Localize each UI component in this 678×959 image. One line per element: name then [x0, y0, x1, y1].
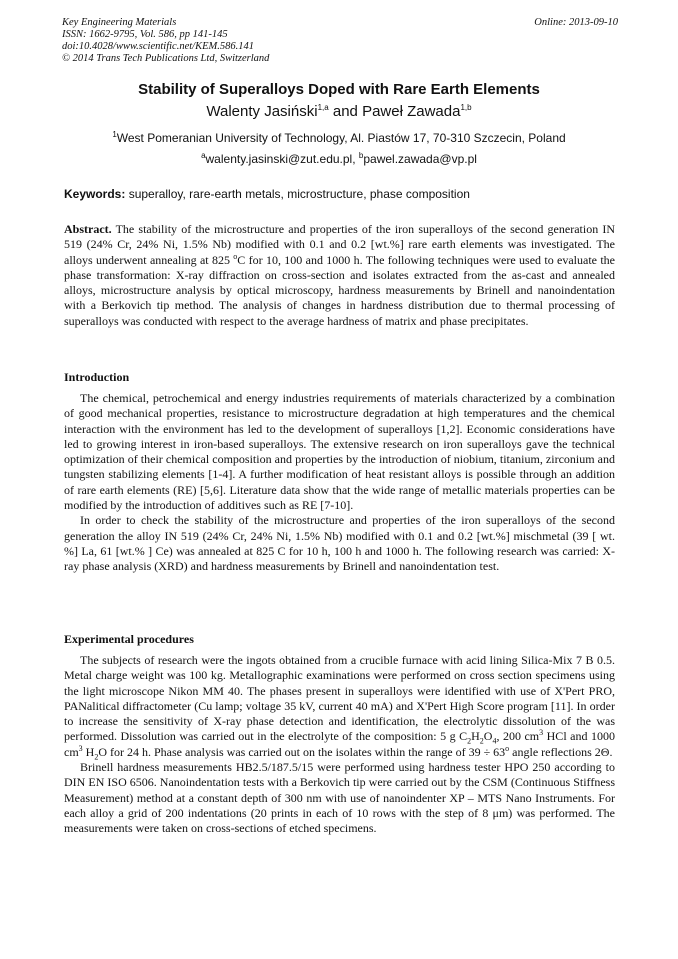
- abstract-label: Abstract.: [64, 222, 112, 236]
- abstract-text-2: C for 10, 100 and 1000 h. The following techniques were used to evaluate the phase transformation: X-ray diffraction on cross-section and isolates extracted from the as-cast and annealed alloys, microstructure analysis by optical microscopy, hardness measurements by Brinell and nanoindentation with a Berkovich tip method. The analysis of changes in hardness distribution due to thermal processing of superalloys was conducted with respect to the average hardness of matrix and phase precipitates.: [64, 252, 615, 328]
- exp-text-e: HCl and 1000 cm: [64, 729, 615, 759]
- experimental-heading: Experimental procedures: [64, 632, 194, 646]
- authors-and: and: [328, 103, 363, 120]
- email-a-sup: a: [201, 151, 206, 160]
- exp-text-b: H: [471, 729, 480, 744]
- author-1-sup: 1,a: [317, 103, 329, 112]
- exp-sub-3: 4: [492, 736, 497, 746]
- abstract: [64, 222, 615, 329]
- exp-sub-1: 2: [467, 736, 472, 746]
- experimental-paragraph-1: [64, 653, 615, 760]
- exp-sup-3: o: [505, 743, 510, 753]
- experimental-body: [64, 653, 615, 837]
- abstract-paragraph: [64, 222, 615, 329]
- introduction-paragraph-2: In order to check the stability of the microstructure and properties of the iron superalloys of the second generation the alloy IN 519 (24% Cr, 24% Ni, 1.5% Nb) modified with 0.1 and 0.2 [wt.%] mischmetal (39 [ wt. %] La, 61 [wt.% ] Ce) was annealed at 825 C for 10 h, 100 h and 1000 h. The following research was carried: X-ray phase analysis (XRD) and hardness measurements by Brinell and nanoindentation test.: [64, 513, 615, 574]
- exp-text-h: angle reflections 2Θ.: [509, 744, 613, 759]
- introduction-heading: Introduction: [64, 370, 130, 384]
- introduction-paragraph-1: The chemical, petrochemical and energy industries requirements of materials characterized by a combination of good mechanical properties, resistance to microstructure degradation at high temperatures and the chemical interaction with the environment has led to the development of superalloys [1,2]. Economic considerations have led to growing interest in iron-based superalloys. The extensive research on iron superalloys gave the technical optimization of their chemical composition and properties by the introduction of niobium, titanium, zirconium and tungsten stabilizing elements [1-4]. A further modification of heat resistant alloys is possible through an addition of rare earth elements (RE) [5,6]. Literature data show that the wide range of metallic materials properties can be modified by the introduction of additives such as RE [7-10].: [64, 391, 615, 513]
- exp-text-a: The subjects of research were the ingots obtained from a crucible furnace with acid lining Silica-Mix 7 B 0.5. Metal charge weight was 100 kg. Metallographic examinations were performed on cross section specimens using the light microscope Nikon MM 40. The phases present in superalloys were identified with use of X'Pert PRO, PANalitical diffractometer (Cu lamp; voltage 35 kV, current 40 mA) and X'Pert High Score program [11]. In order to increase the sensitivity of X-ray phase detection and identification, the electrolytic dissolution of the was performed. Dissolution was carried out in the electrolyte of the composition: 5 g C: [64, 653, 615, 744]
- exp-text-d: , 200 cm: [496, 729, 540, 744]
- exp-text-f: H: [82, 744, 95, 759]
- affiliation-text: West Pomeranian University of Technology, Al. Piastów 17, 70-310 Szczecin, Poland: [116, 131, 566, 145]
- keywords-text: superalloy, rare-earth metals, microstructure, phase composition: [125, 187, 470, 201]
- journal-issn: ISSN: 1662-9795, Vol. 586, pp 141-145: [62, 29, 228, 40]
- keywords: [64, 187, 616, 201]
- email-b: pawel.zawada@vp.pl: [363, 152, 477, 166]
- abstract-degree-sup: o: [233, 251, 238, 261]
- affiliation-sup: 1: [112, 130, 117, 139]
- exp-sub-4: 2: [94, 752, 99, 762]
- abstract-text-1: The stability of the microstructure and properties of the iron superalloys of the second generation IN 519 (24% Cr, 24% Ni, 1.5% Nb) modified with 0.1 and 0.2 [wt.%] rare earth elements was investigated. The alloys underwent annealing at 825: [64, 222, 615, 267]
- experimental-paragraph-2: Brinell hardness measurements HB2.5/187.5/15 were performed using hardness tester HPO 250 according to DIN EN ISO 6506. Nanoindentation tests with a Berkovich tip were carried out by the CSM (Continuous Stiffness Measurement) method at a constant depth of 300 nm with use of nanoindenter XP – MTS Nano Instruments. For each alloy a grid of 200 indentations (20 prints in each of 10 rows with the step of 8 μm) was performed. The measurements were taken on cross-sections of etched specimens.: [64, 760, 615, 836]
- journal-copyright: © 2014 Trans Tech Publications Ltd, Switzerland: [62, 53, 270, 64]
- exp-text-g: O for 24 h. Phase analysis was carried out on the isolates within the range of 39 ÷ 63: [98, 744, 506, 759]
- exp-sub-2: 2: [479, 736, 484, 746]
- email-a: walenty.jasinski@zut.edu.pl,: [205, 152, 359, 166]
- journal-doi: doi:10.4028/www.scientific.net/KEM.586.141: [62, 41, 254, 52]
- paper-title: Stability of Superalloys Doped with Rare Earth Elements: [138, 81, 540, 98]
- online-date: Online: 2013-09-10: [534, 17, 618, 28]
- journal-name: Key Engineering Materials: [62, 17, 177, 28]
- authors-line: [0, 103, 678, 120]
- keywords-label: Keywords:: [64, 187, 126, 201]
- email-b-sup: b: [358, 151, 364, 160]
- author-1: Walenty Jasiński: [206, 103, 318, 120]
- exp-sup-2: 3: [78, 743, 83, 753]
- exp-text-c: O: [483, 729, 493, 744]
- author-2: Paweł Zawada: [362, 103, 461, 120]
- author-2-sup: 1,b: [460, 103, 472, 112]
- affiliation: [0, 131, 678, 145]
- emails: [0, 152, 678, 166]
- exp-sup-1: 3: [539, 728, 544, 738]
- journal-header: [62, 17, 618, 65]
- introduction-body: [64, 391, 615, 575]
